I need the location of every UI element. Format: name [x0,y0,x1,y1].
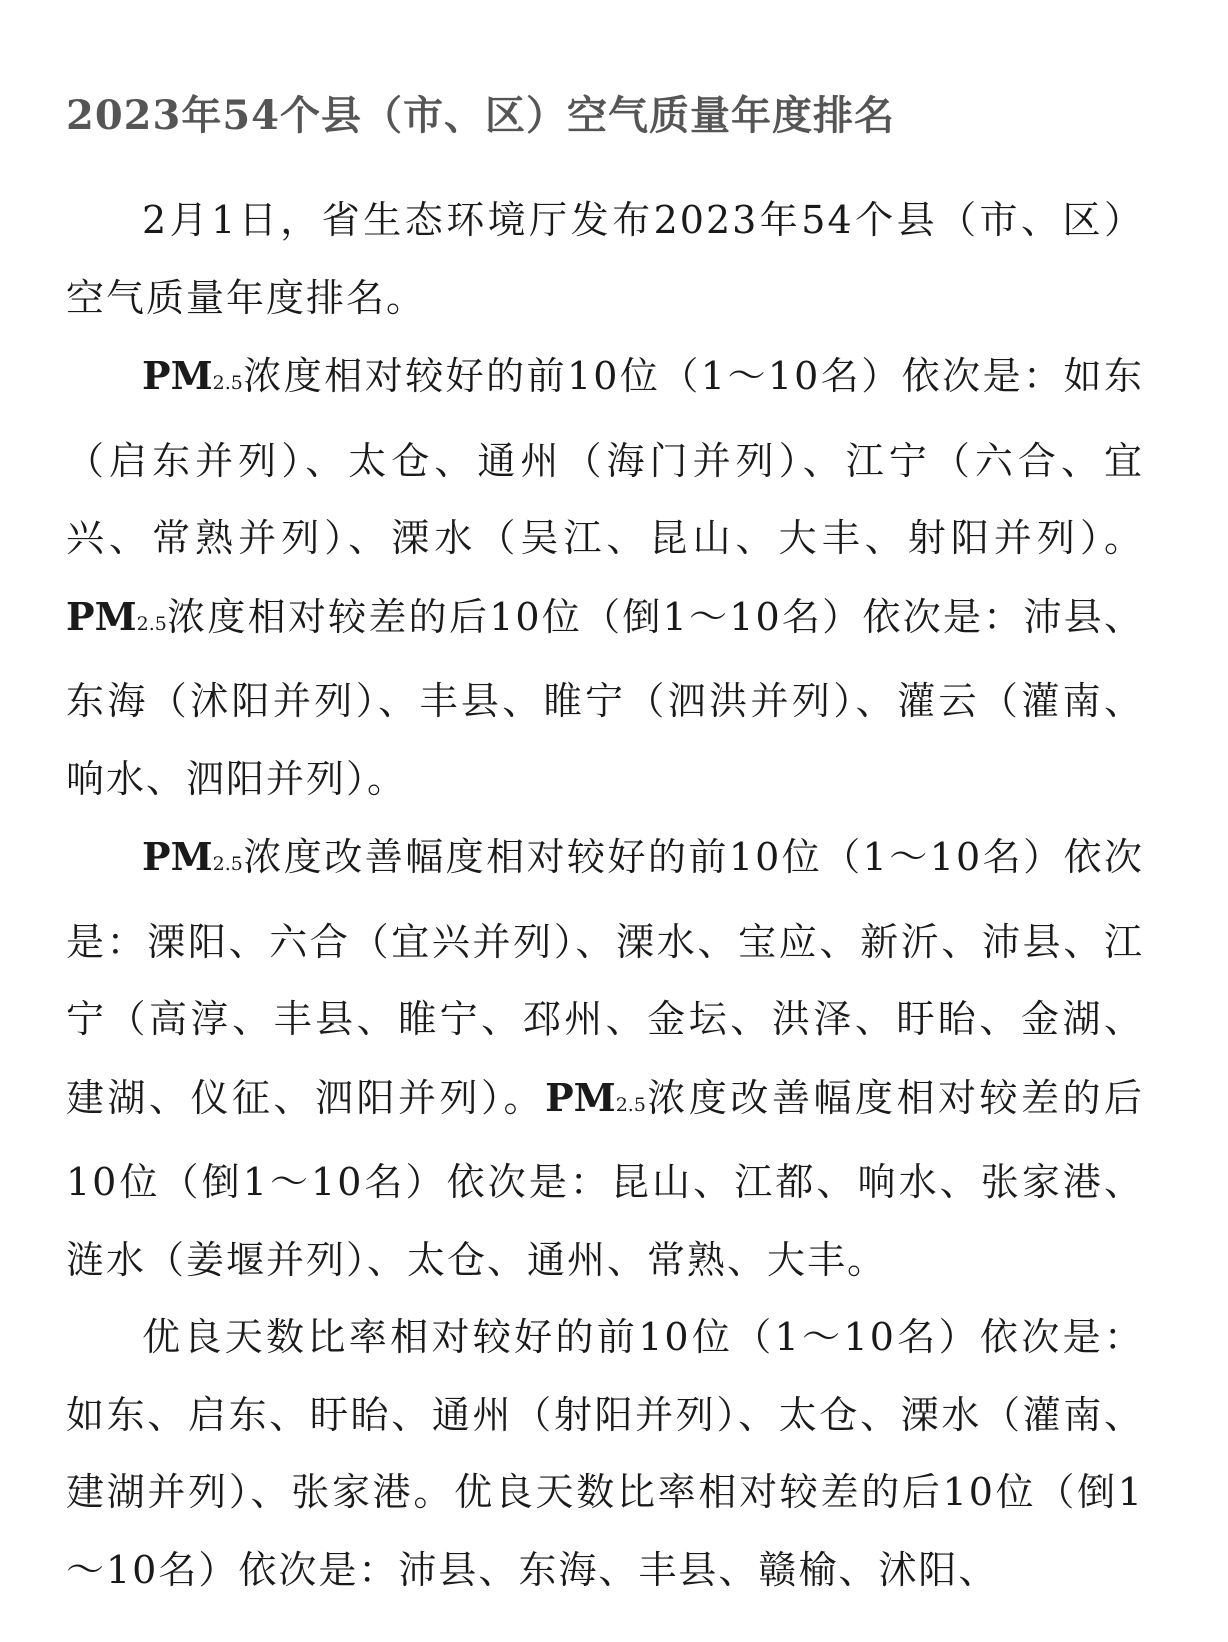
paragraph-pm25-concentration [66,337,1144,818]
pm-label: PM2.5 [142,834,243,879]
paragraph-text: 2月1日，省生态环境厅发布2023年54个县（市、区）空气质量年度排名。 [66,198,1144,320]
paragraph-pm25-improvement [66,818,1144,1299]
paragraph-text: 优良天数比率相对较好的前10位（1～10名）依次是：如东、启东、盱眙、通州（射阳并列）、太仓、溧水（灌南、建湖并列）、张家港。优良天数比率相对较差的后10位（倒1～10名）依次是：沛县、东海、丰县、赣榆、沭阳、 [66,1315,1144,1592]
pm-label: PM2.5 [66,593,167,639]
paragraph-announcement [66,182,1144,337]
article-title: 2023年54个县（市、区）空气质量年度排名 [66,92,895,139]
paragraph-text: 浓度相对较差的后10位（倒1～10名）依次是：沛县、东海（沭阳并列）、丰县、睢宁（泗洪并列）、灌云（灌南、响水、泗阳并列）。 [66,594,1144,801]
paragraph-text: 浓度相对较好的前10位（1～10名）依次是：如东（启东并列）、太仓、通州（海门并列）、江宁（六合、宜兴、常熟并列）、溧水（吴江、昆山、大丰、射阳并列）。 [66,354,1144,560]
paragraph-text: 浓度改善幅度相对较差的后10位（倒1～10名）依次是：昆山、江都、响水、张家港、涟水（姜堰并列）、太仓、通州、常熟、大丰。 [66,1075,1144,1282]
pm-label: PM2.5 [545,1074,646,1120]
article-body [66,182,1144,1609]
pm-label: PM2.5 [142,353,243,398]
paragraph-good-days-ratio [66,1299,1144,1609]
paragraph-text: 浓度改善幅度相对较好的前10位（1～10名）依次是：溧阳、六合（宜兴并列）、溧水、宝应、新沂、沛县、江宁（高淳、丰县、睢宁、邳州、金坛、洪泽、盱眙、金湖、建湖、仪征、泗阳并列）。 [66,835,1144,1120]
